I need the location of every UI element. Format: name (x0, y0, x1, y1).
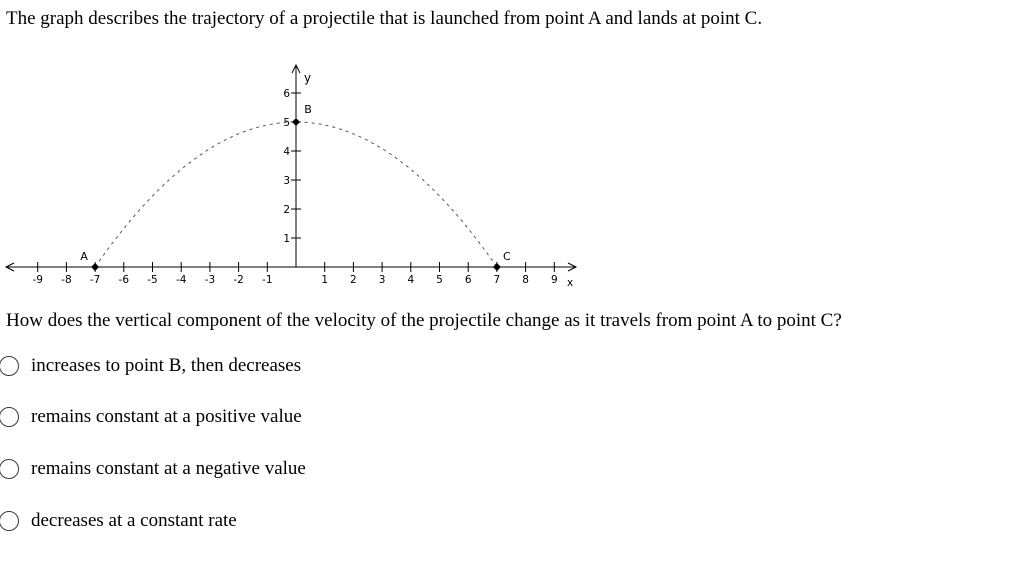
y-tick-label: 4 (283, 146, 290, 158)
x-tick-label: -8 (61, 274, 72, 286)
radio-button[interactable] (0, 459, 19, 479)
x-tick-label: 5 (436, 274, 443, 286)
x-tick-label: -4 (175, 274, 187, 286)
radio-button[interactable] (0, 407, 19, 427)
x-tick-label: -2 (233, 274, 244, 286)
point-a-label: A (80, 250, 88, 263)
x-tick-label: 3 (378, 274, 386, 286)
question-text: How does the vertical component of the velocity of the projectile change as it travels from point A to point C? (6, 310, 842, 331)
point-c-marker (493, 263, 501, 271)
radio-button[interactable] (0, 356, 19, 376)
point-a-marker (91, 263, 99, 271)
y-tick-label: 2 (283, 204, 290, 216)
intro-text: The graph describes the trajectory of a projectile that is launched from point A and lands at point C. (6, 8, 763, 29)
radio-button[interactable] (0, 511, 19, 531)
y-tick-label: 6 (283, 88, 290, 100)
point-b-marker (292, 118, 300, 126)
point-b-label: B (304, 103, 312, 116)
x-tick-label: -7 (89, 274, 101, 286)
answer-option-2[interactable] (0, 406, 302, 428)
x-tick-label: -1 (262, 274, 273, 286)
answer-option-1[interactable] (0, 355, 301, 377)
point-c-label: C (503, 250, 511, 263)
x-tick-label: 9 (550, 274, 558, 286)
answer-option-label: increases to point B, then decreases (31, 355, 302, 376)
y-tick-label: 5 (283, 117, 290, 129)
axes (6, 65, 576, 271)
trajectory-graph (0, 58, 600, 293)
x-tick-label: 4 (407, 274, 415, 286)
y-tick-label: 3 (283, 175, 290, 187)
x-tick-label: -3 (204, 274, 216, 286)
answer-option-3[interactable] (0, 458, 306, 480)
x-tick-label: -6 (118, 274, 130, 286)
x-tick-label: 7 (493, 274, 501, 286)
x-tick-label: 2 (350, 274, 357, 286)
answer-option-label: decreases at a constant rate (31, 510, 237, 531)
answer-option-label: remains constant at a positive value (31, 406, 302, 427)
y-axis-label: y (304, 71, 312, 85)
x-tick-label: 6 (464, 274, 472, 286)
x-axis-label: x (567, 277, 574, 289)
x-tick-label: 1 (321, 274, 329, 286)
answer-option-4[interactable] (0, 510, 237, 532)
x-tick-label: -5 (147, 274, 158, 286)
x-tick-label: 8 (522, 274, 529, 286)
answer-option-label: remains constant at a negative value (31, 458, 306, 479)
y-tick-label: 1 (283, 233, 290, 245)
x-tick-label: -9 (32, 274, 43, 286)
